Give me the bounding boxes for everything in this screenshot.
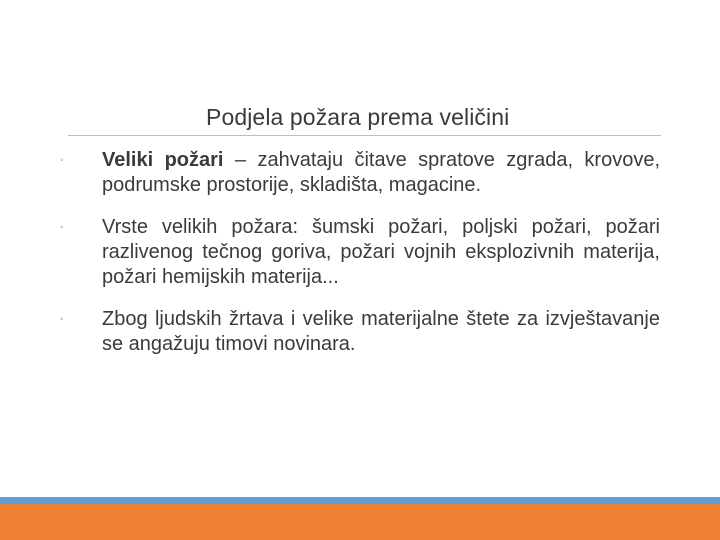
- bullet-text: – zahvataju čitave spratove zgrada, krovove, podrumske prostorije, skladišta, magacine.: [102, 149, 661, 196]
- bullet-bold-text: Veliki požari: [102, 149, 224, 171]
- slide-title: Podjela požara prema veličini: [206, 104, 510, 130]
- bullet-item-1: [60, 148, 660, 198]
- bullet-list: [60, 148, 660, 374]
- bullet-marker-icon: ◦: [60, 155, 64, 166]
- footer-orange-band: [0, 504, 720, 540]
- bullet-item-2: [60, 215, 660, 290]
- bullet-text: Zbog ljudskih žrtava i velike materijalne štete za izvještavanje se angažuju timovi novinara.: [102, 308, 660, 355]
- bullet-marker-icon: ◦: [60, 222, 64, 233]
- bullet-text: Vrste velikih požara: šumski požari, poljski požari, požari razlivenog tečnog goriva, požari vojnih eksplozivnih materija, požari hemijskih materija...: [102, 216, 660, 288]
- bullet-item-3: [60, 307, 660, 357]
- title-divider: [68, 135, 661, 136]
- bullet-marker-icon: ◦: [60, 314, 64, 325]
- footer-blue-stripe: [0, 497, 720, 504]
